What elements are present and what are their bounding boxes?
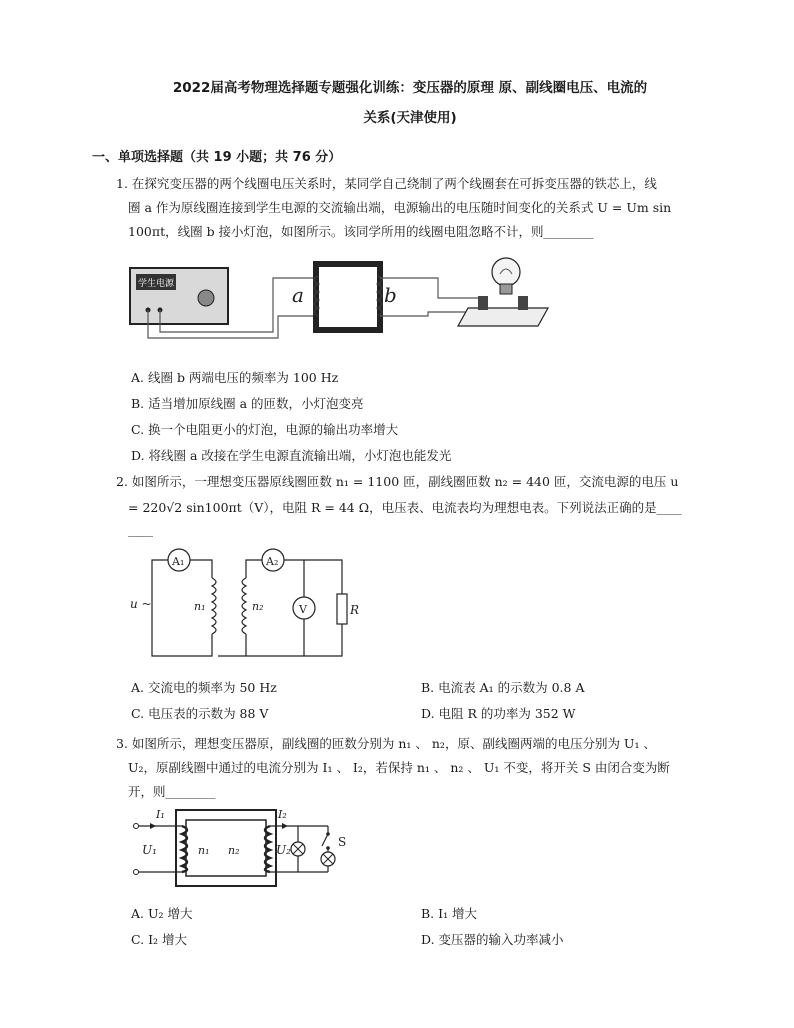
resistor-icon — [337, 594, 347, 624]
q1-option-b[interactable]: B. 适当增加原线圈 a 的匝数，小灯泡变亮 — [131, 396, 364, 411]
transformer-core — [316, 264, 380, 330]
q3-stem-line-2: U₂，原副线圈中通过的电流分别为 I₁ 、 I₂，若保持 n₁ 、 n₂ 、 U₁ 不变，将开关 S 由闭合变为断 — [128, 760, 670, 775]
q1-figure — [128, 248, 558, 348]
q3-stem-line-3: 开，则________ — [128, 784, 216, 799]
q1-option-d[interactable]: D. 将线圈 a 改接在学生电源直流输出端，小灯泡也能发光 — [131, 448, 452, 463]
q2-option-a[interactable]: A. 交流电的频率为 50 Hz — [131, 680, 277, 695]
ammeter-a2-label: A₂ — [266, 555, 279, 568]
q3-option-c[interactable]: C. I₂ 增大 — [131, 932, 187, 947]
section-heading: 一、单项选择题（共 19 小题；共 76 分） — [92, 150, 342, 165]
q3-option-b[interactable]: B. I₁ 增大 — [421, 906, 478, 921]
lamp-bulb-icon — [492, 258, 520, 286]
lamp-base — [458, 308, 548, 326]
q3-option-a[interactable]: A. U₂ 增大 — [131, 906, 193, 921]
voltmeter-label: V — [299, 603, 307, 616]
q2-option-c[interactable]: C. 电压表的示数为 88 V — [131, 706, 269, 721]
q1-option-a[interactable]: A. 线圈 b 两端电压的频率为 100 Hz — [131, 370, 339, 385]
title-line-1: 2022届高考物理选择题专题强化训练：变压器的原理 原、副线圈电压、电流的 — [172, 80, 648, 96]
q3-i2-label: I₂ — [278, 808, 287, 821]
q2-option-b[interactable]: B. 电流表 A₁ 的示数为 0.8 A — [421, 680, 585, 695]
q3-transformer-core — [176, 810, 276, 886]
n2-label: n₂ — [252, 600, 264, 613]
q2-figure — [128, 544, 358, 666]
q3-n1-label: n₁ — [198, 844, 210, 857]
power-supply-label: 学生电源 — [138, 279, 175, 289]
q3-u1-label: U₁ — [142, 843, 157, 857]
resistor-label: R — [350, 603, 360, 617]
q3-option-d[interactable]: D. 变压器的输入功率减小 — [421, 932, 564, 947]
n1-label: n₁ — [194, 600, 206, 613]
q1-stem-line-2: 圈 a 作为原线圈连接到学生电源的交流输出端，电源输出的电压随时间变化的关系式 U = Um sin — [128, 200, 672, 215]
source-label: u ~ — [130, 597, 152, 611]
q2-stem-line-1: 2. 如图所示，一理想变压器原线圈匝数 n₁ = 1100 匝，副线圈匝数 n₂ = 440 匝，交流电源的电压 u — [116, 474, 679, 489]
q3-stem-line-1: 3. 如图所示，理想变压器原，副线圈的匝数分别为 n₁ 、 n₂，原、副线圈两端的电压分别为 U₁ 、 — [116, 736, 656, 751]
q1-stem-line-1: 1. 在探究变压器的两个线圈电压关系时，某同学自己绕制了两个线圈套在可拆变压器的铁芯上，线 — [116, 176, 657, 191]
q3-u2-label: U₂ — [276, 843, 291, 857]
q2-stem-line-2: = 220√2 sin100πt（V），电阻 R = 44 Ω，电压表、电流表均为理想电表。下列说法正确的是____ — [128, 500, 682, 515]
title-line-2: 关系(天津使用) — [363, 110, 457, 126]
switch-s-label: S — [338, 835, 347, 849]
q1-stem-line-3: 100πt，线圈 b 接小灯泡，如图所示。该同学所用的线圈电阻忽略不计，则________ — [128, 224, 594, 239]
power-knob — [198, 290, 214, 306]
q2-stem-line-3: ____ — [128, 522, 153, 537]
q3-i1-label: I₁ — [156, 808, 165, 821]
q3-n2-label: n₂ — [228, 844, 240, 857]
q1-option-c[interactable]: C. 换一个电阻更小的灯泡，电源的输出功率增大 — [131, 422, 399, 437]
ammeter-a1-label: A₁ — [172, 555, 185, 568]
q2-option-d[interactable]: D. 电阻 R 的功率为 352 W — [421, 706, 576, 721]
coil-b-label: b — [384, 283, 397, 307]
q3-figure — [128, 804, 368, 892]
coil-a-label: a — [292, 283, 304, 307]
switch-s-icon — [322, 834, 328, 846]
